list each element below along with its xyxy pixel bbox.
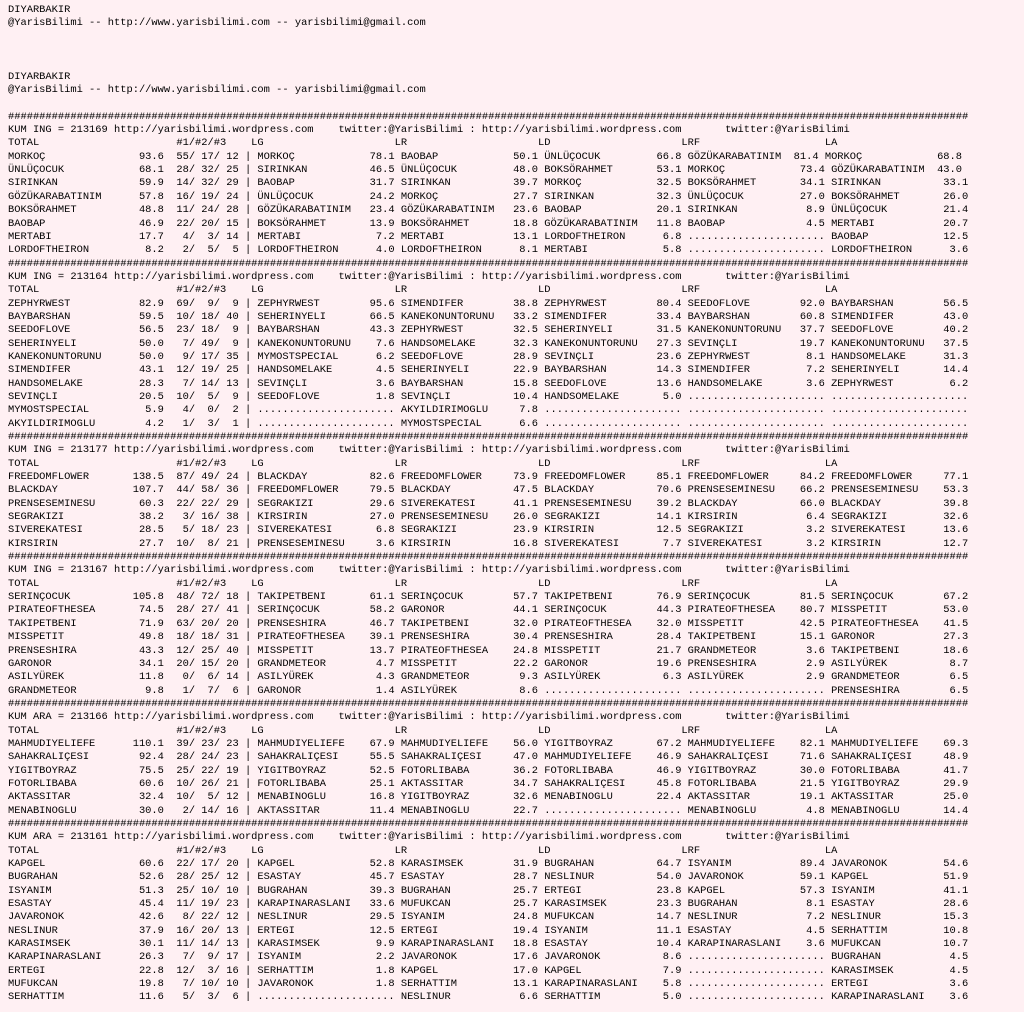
separator-line: ########################################################################################################################################################## (8, 817, 969, 830)
report-line: @YarisBilimi -- http://www.yarisbilimi.com -- yarisbilimi@gmail.com (8, 17, 426, 30)
report-line (8, 31, 1018, 44)
report-line: AKTASSITAR 32.4 10/ 5/ 12 | MENABINOGLU 16.8 YIGITBOYRAZ 32.6 MENABINOGLU 22.4 AKTASSITAR 19.1 AKTASSITAR 25.0 (8, 791, 969, 804)
report-line: SIRINKAN 59.9 14/ 32/ 29 | BAOBAP 31.7 SIRINKAN 39.7 MORKOÇ 32.5 BOKSÖRAHMET 34.1 SIRINKAN 33.1 (8, 177, 969, 190)
report-line: JAVARONOK 42.6 8/ 22/ 12 | NESLINUR 29.5 ISYANIM 24.8 MUFUKCAN 14.7 NESLINUR 7.2 NESLINUR 15.3 (8, 911, 969, 924)
report-line: FREEDOMFLOWER 138.5 87/ 49/ 24 | BLACKDAY 82.6 FREEDOMFLOWER 73.9 FREEDOMFLOWER 85.1 FREEDOMFLOWER 84.2 FREEDOMFLOWER 77.1 (8, 471, 969, 484)
report-line: TOTAL #1/#2/#3 LG LR LD LRF LA (8, 284, 838, 297)
report-line: DIYARBAKIR (8, 4, 71, 16)
report-line: GARONOR 34.1 20/ 15/ 20 | GRANDMETEOR 4.7 MISSPETIT 22.2 GARONOR 19.6 PRENSESHIRA 2.9 ASILYÜREK 8.7 (8, 657, 969, 670)
report-line: MYMOSTSPECIAL 5.9 4/ 0/ 2 | ...................... AKYILDIRIMOGLU 7.8 ...................... ...................... ...................... (8, 404, 969, 417)
report-line: SEEDOFLOVE 56.5 23/ 18/ 9 | BAYBARSHAN 43.3 ZEPHYRWEST 32.5 SEHERINYELI 31.5 KANEKONUNTORUNU 37.7 SEEDOFLOVE 40.2 (8, 324, 969, 337)
report-line: BUGRAHAN 52.6 28/ 25/ 12 | ESASTAY 45.7 ESASTAY 28.7 NESLINUR 54.0 JAVARONOK 59.1 KAPGEL 51.9 (8, 871, 969, 884)
report-document (8, 4, 1018, 1005)
report-line (8, 97, 1018, 110)
race-header-line: KUM ING = 213164 http://yarisbilimi.wordpress.com twitter:@YarisBilimi : http://yarisbilimi.wordpress.com twitter:@YarisBilimi (8, 270, 850, 283)
report-line: SEGRAKIZI 38.2 3/ 16/ 38 | KIRSIRIN 27.0 PRENSESEMINESU 26.0 SEGRAKIZI 14.1 KIRSIRIN 6.4 SEGRAKIZI 32.6 (8, 511, 969, 524)
report-line: SEHERINYELI 50.0 7/ 49/ 9 | KANEKONUNTORUNU 7.6 HANDSOMELAKE 32.3 KANEKONUNTORUNU 27.3 SEVINÇLI 19.7 KANEKONUNTORUNU 37.5 (8, 337, 969, 350)
report-line: SERHATTIM 11.6 5/ 3/ 6 | ...................... NESLINUR 6.6 SERHATTIM 5.0 ...................... KARAPINARASLANI 3.6 (8, 991, 969, 1004)
report-line: MERTABI 17.7 4/ 3/ 14 | MERTABI 7.2 MERTABI 13.1 LORDOFTHEIRON 6.8 ...................... BAOBAP 12.5 (8, 230, 969, 243)
report-line: TOTAL #1/#2/#3 LG LR LD LRF LA (8, 724, 838, 737)
report-line: FOTORLIBABA 60.6 10/ 26/ 21 | FOTORLIBABA 25.1 AKTASSITAR 34.7 SAHAKRALIÇESI 45.8 FOTORLIBABA 21.5 YIGITBOYRAZ 29.9 (8, 777, 969, 790)
report-line: GÖZÜKARABATINIM 57.8 16/ 19/ 24 | ÜNLÜÇOCUK 24.2 MORKOÇ 27.7 SIRINKAN 32.3 ÜNLÜÇOCUK 27.0 BOKSÖRAHMET 26.0 (8, 190, 969, 203)
report-line: TOTAL #1/#2/#3 LG LR LD LRF LA (8, 577, 838, 590)
race-header-line: KUM ING = 213169 http://yarisbilimi.wordpress.com twitter:@YarisBilimi : http://yarisbilimi.wordpress.com twitter:@YarisBilimi (8, 124, 850, 137)
report-line: HANDSOMELAKE 28.3 7/ 14/ 13 | SEVINÇLI 3.6 BAYBARSHAN 15.8 SEEDOFLOVE 13.6 HANDSOMELAKE 3.6 ZEPHYRWEST 6.2 (8, 377, 969, 390)
report-line: TOTAL #1/#2/#3 LG LR LD LRF LA (8, 844, 838, 857)
report-line: KARASIMSEK 30.1 11/ 14/ 13 | KARASIMSEK 9.9 KARAPINARASLANI 18.8 ESASTAY 10.4 KARAPINARASLANI 3.6 MUFUKCAN 10.7 (8, 938, 969, 951)
report-line: ASILYÜREK 11.8 0/ 6/ 14 | ASILYÜREK 4.3 GRANDMETEOR 9.3 ASILYÜREK 6.3 ASILYÜREK 2.9 GRANDMETEOR 6.5 (8, 671, 969, 684)
report-line: KARAPINARASLANI 26.3 7/ 9/ 17 | ISYANIM 2.2 JAVARONOK 17.6 JAVARONOK 8.6 ...................... BUGRAHAN 4.5 (8, 951, 969, 964)
report-line: MUFUKCAN 19.8 7/ 10/ 10 | JAVARONOK 1.8 SERHATTIM 13.1 KARAPINARASLANI 5.8 ...................... ERTEGI 3.6 (8, 978, 969, 991)
report-line: ISYANIM 51.3 25/ 10/ 10 | BUGRAHAN 39.3 BUGRAHAN 25.7 ERTEGI 23.8 KAPGEL 57.3 ISYANIM 41.1 (8, 884, 969, 897)
race-header-line: KUM ING = 213167 http://yarisbilimi.wordpress.com twitter:@YarisBilimi : http://yarisbilimi.wordpress.com twitter:@YarisBilimi (8, 564, 850, 577)
separator-line: ########################################################################################################################################################## (8, 551, 969, 564)
report-line: MAHMUDIYELIEFE 110.1 39/ 23/ 23 | MAHMUDIYELIEFE 67.9 MAHMUDIYELIEFE 56.0 YIGITBOYRAZ 67.2 MAHMUDIYELIEFE 82.1 MAHMUDIYELIEFE 69.3 (8, 737, 969, 750)
separator-line: ########################################################################################################################################################## (8, 257, 969, 270)
report-line: GRANDMETEOR 9.8 1/ 7/ 6 | GARONOR 1.4 ASILYÜREK 8.6 ...................... ...................... PRENSESHIRA 6.5 (8, 684, 969, 697)
report-line: SERINÇOCUK 105.8 48/ 72/ 18 | TAKIPETBENI 61.1 SERINÇOCUK 57.7 TAKIPETBENI 76.9 SERINÇOCUK 81.5 SERINÇOCUK 67.2 (8, 591, 969, 604)
report-line: AKYILDIRIMOGLU 4.2 1/ 3/ 1 | ...................... MYMOSTSPECIAL 6.6 ...................... ...................... ...................... (8, 417, 969, 430)
report-line: BAYBARSHAN 59.5 10/ 18/ 40 | SEHERINYELI 66.5 KANEKONUNTORUNU 33.2 SIMENDIFER 33.4 BAYBARSHAN 60.8 SIMENDIFER 43.0 (8, 310, 969, 323)
report-line: NESLINUR 37.9 16/ 20/ 13 | ERTEGI 12.5 ERTEGI 19.4 ISYANIM 11.1 ESASTAY 4.5 SERHATTIM 10.8 (8, 924, 969, 937)
separator-line: ########################################################################################################################################################## (8, 697, 969, 710)
report-line: MENABINOGLU 30.0 2/ 14/ 16 | AKTASSITAR 11.4 MENABINOGLU 22.7 ...................... MENABINOGLU 4.8 MENABINOGLU 14.4 (8, 804, 969, 817)
report-line: TOTAL #1/#2/#3 LG LR LD LRF LA (8, 457, 838, 470)
report-line: SIVEREKATESI 28.5 5/ 18/ 23 | SIVEREKATESI 6.8 SEGRAKIZI 23.9 KIRSIRIN 12.5 SEGRAKIZI 3.2 SIVEREKATESI 13.6 (8, 524, 969, 537)
report-line: SIMENDIFER 43.1 12/ 19/ 25 | HANDSOMELAKE 4.5 SEHERINYELI 22.9 BAYBARSHAN 14.3 SIMENDIFER 7.2 SEHERINYELI 14.4 (8, 364, 969, 377)
separator-line: ########################################################################################################################################################## (8, 110, 969, 123)
report-line: YIGITBOYRAZ 75.5 25/ 22/ 19 | YIGITBOYRAZ 52.5 FOTORLIBABA 36.2 FOTORLIBABA 46.9 YIGITBOYRAZ 30.0 FOTORLIBABA 41.7 (8, 764, 969, 777)
report-line: SAHAKRALIÇESI 92.4 28/ 24/ 23 | SAHAKRALIÇESI 55.5 SAHAKRALIÇESI 47.0 MAHMUDIYELIEFE 46.9 SAHAKRALIÇESI 71.6 SAHAKRALIÇESI 48.9 (8, 751, 969, 764)
report-line: ERTEGI 22.8 12/ 3/ 16 | SERHATTIM 1.8 KAPGEL 17.0 KAPGEL 7.9 ...................... KARASIMSEK 4.5 (8, 964, 969, 977)
report-line: BOKSÖRAHMET 48.8 11/ 24/ 28 | GÖZÜKARABATINIM 23.4 GÖZÜKARABATINIM 23.6 BAOBAP 20.1 SIRINKAN 8.9 ÜNLÜÇOCUK 21.4 (8, 204, 969, 217)
report-line: KANEKONUNTORUNU 50.0 9/ 17/ 35 | MYMOSTSPECIAL 6.2 SEEDOFLOVE 28.9 SEVINÇLI 23.6 ZEPHYRWEST 8.1 HANDSOMELAKE 31.3 (8, 350, 969, 363)
report-line: ZEPHYRWEST 82.9 69/ 9/ 9 | ZEPHYRWEST 95.6 SIMENDIFER 38.8 ZEPHYRWEST 80.4 SEEDOFLOVE 92.0 BAYBARSHAN 56.5 (8, 297, 969, 310)
race-header-line: KUM ING = 213177 http://yarisbilimi.wordpress.com twitter:@YarisBilimi : http://yarisbilimi.wordpress.com twitter:@YarisBilimi (8, 444, 850, 457)
separator-line: ########################################################################################################################################################## (8, 431, 969, 443)
report-line: BLACKDAY 107.7 44/ 58/ 36 | FREEDOMFLOWER 79.5 BLACKDAY 47.5 BLACKDAY 70.6 PRENSESEMINESU 66.2 PRENSESEMINESU 53.3 (8, 484, 969, 497)
report-line: SEVINÇLI 20.5 10/ 5/ 9 | SEEDOFLOVE 1.8 SEVINÇLI 10.4 HANDSOMELAKE 5.0 ...................... ...................... (8, 390, 969, 403)
report-line (8, 44, 1018, 57)
report-line: MORKOÇ 93.6 55/ 17/ 12 | MORKOÇ 78.1 BAOBAP 50.1 ÜNLÜÇOCUK 66.8 GÖZÜKARABATINIM 81.4 MORKOÇ 68.8 (8, 150, 963, 163)
report-line: ÜNLÜÇOCUK 68.1 28/ 32/ 25 | SIRINKAN 46.5 ÜNLÜÇOCUK 48.0 BOKSÖRAHMET 53.1 MORKOÇ 73.4 GÖZÜKARABATINIM 43.0 (8, 164, 963, 177)
report-line: @YarisBilimi -- http://www.yarisbilimi.com -- yarisbilimi@gmail.com (8, 84, 426, 97)
report-line: KIRSIRIN 27.7 10/ 8/ 21 | PRENSESEMINESU 3.6 KIRSIRIN 16.8 SIVEREKATESI 7.7 SIVEREKATESI 3.2 KIRSIRIN 12.7 (8, 537, 969, 550)
report-line: DIYARBAKIR (8, 70, 71, 83)
report-line: PRENSESEMINESU 60.3 22/ 22/ 29 | SEGRAKIZI 29.6 SIVEREKATESI 41.1 PRENSESEMINESU 39.2 BLACKDAY 66.0 BLACKDAY 39.8 (8, 497, 969, 510)
report-line: LORDOFTHEIRON 8.2 2/ 5/ 5 | LORDOFTHEIRON 4.0 LORDOFTHEIRON 8.1 MERTABI 5.8 ...................... LORDOFTHEIRON 3.6 (8, 244, 969, 257)
race-header-line: KUM ARA = 213166 http://yarisbilimi.wordpress.com twitter:@YarisBilimi : http://yarisbilimi.wordpress.com twitter:@YarisBilimi (8, 711, 850, 724)
report-line: PRENSESHIRA 43.3 12/ 25/ 40 | MISSPETIT 13.7 PIRATEOFTHESEA 24.8 MISSPETIT 21.7 GRANDMETEOR 3.6 TAKIPETBENI 18.6 (8, 644, 969, 657)
report-line: BAOBAP 46.9 22/ 20/ 15 | BOKSÖRAHMET 13.9 BOKSÖRAHMET 18.8 GÖZÜKARABATINIM 11.8 BAOBAP 4.5 MERTABI 20.7 (8, 217, 969, 230)
report-line: ESASTAY 45.4 11/ 19/ 23 | KARAPINARASLANI 33.6 MUFUKCAN 25.7 KARASIMSEK 23.3 BUGRAHAN 8.1 ESASTAY 28.6 (8, 898, 969, 911)
report-line: MISSPETIT 49.8 18/ 18/ 31 | PIRATEOFTHESEA 39.1 PRENSESHIRA 30.4 PRENSESHIRA 28.4 TAKIPETBENI 15.1 GARONOR 27.3 (8, 631, 969, 644)
report-line: TAKIPETBENI 71.9 63/ 20/ 20 | PRENSESHIRA 46.7 TAKIPETBENI 32.0 PIRATEOFTHESEA 32.0 MISSPETIT 42.5 PIRATEOFTHESEA 41.5 (8, 617, 969, 630)
report-line: TOTAL #1/#2/#3 LG LR LD LRF LA (8, 137, 838, 150)
report-line: KAPGEL 60.6 22/ 17/ 20 | KAPGEL 52.8 KARASIMSEK 31.9 BUGRAHAN 64.7 ISYANIM 89.4 JAVARONOK 54.6 (8, 858, 969, 870)
report-line: PIRATEOFTHESEA 74.5 28/ 27/ 41 | SERINÇOCUK 58.2 GARONOR 44.1 SERINÇOCUK 44.3 PIRATEOFTHESEA 80.7 MISSPETIT 53.0 (8, 604, 969, 617)
report-line (8, 57, 1018, 70)
race-header-line: KUM ARA = 213161 http://yarisbilimi.wordpress.com twitter:@YarisBilimi : http://yarisbilimi.wordpress.com twitter:@YarisBilimi (8, 831, 850, 844)
